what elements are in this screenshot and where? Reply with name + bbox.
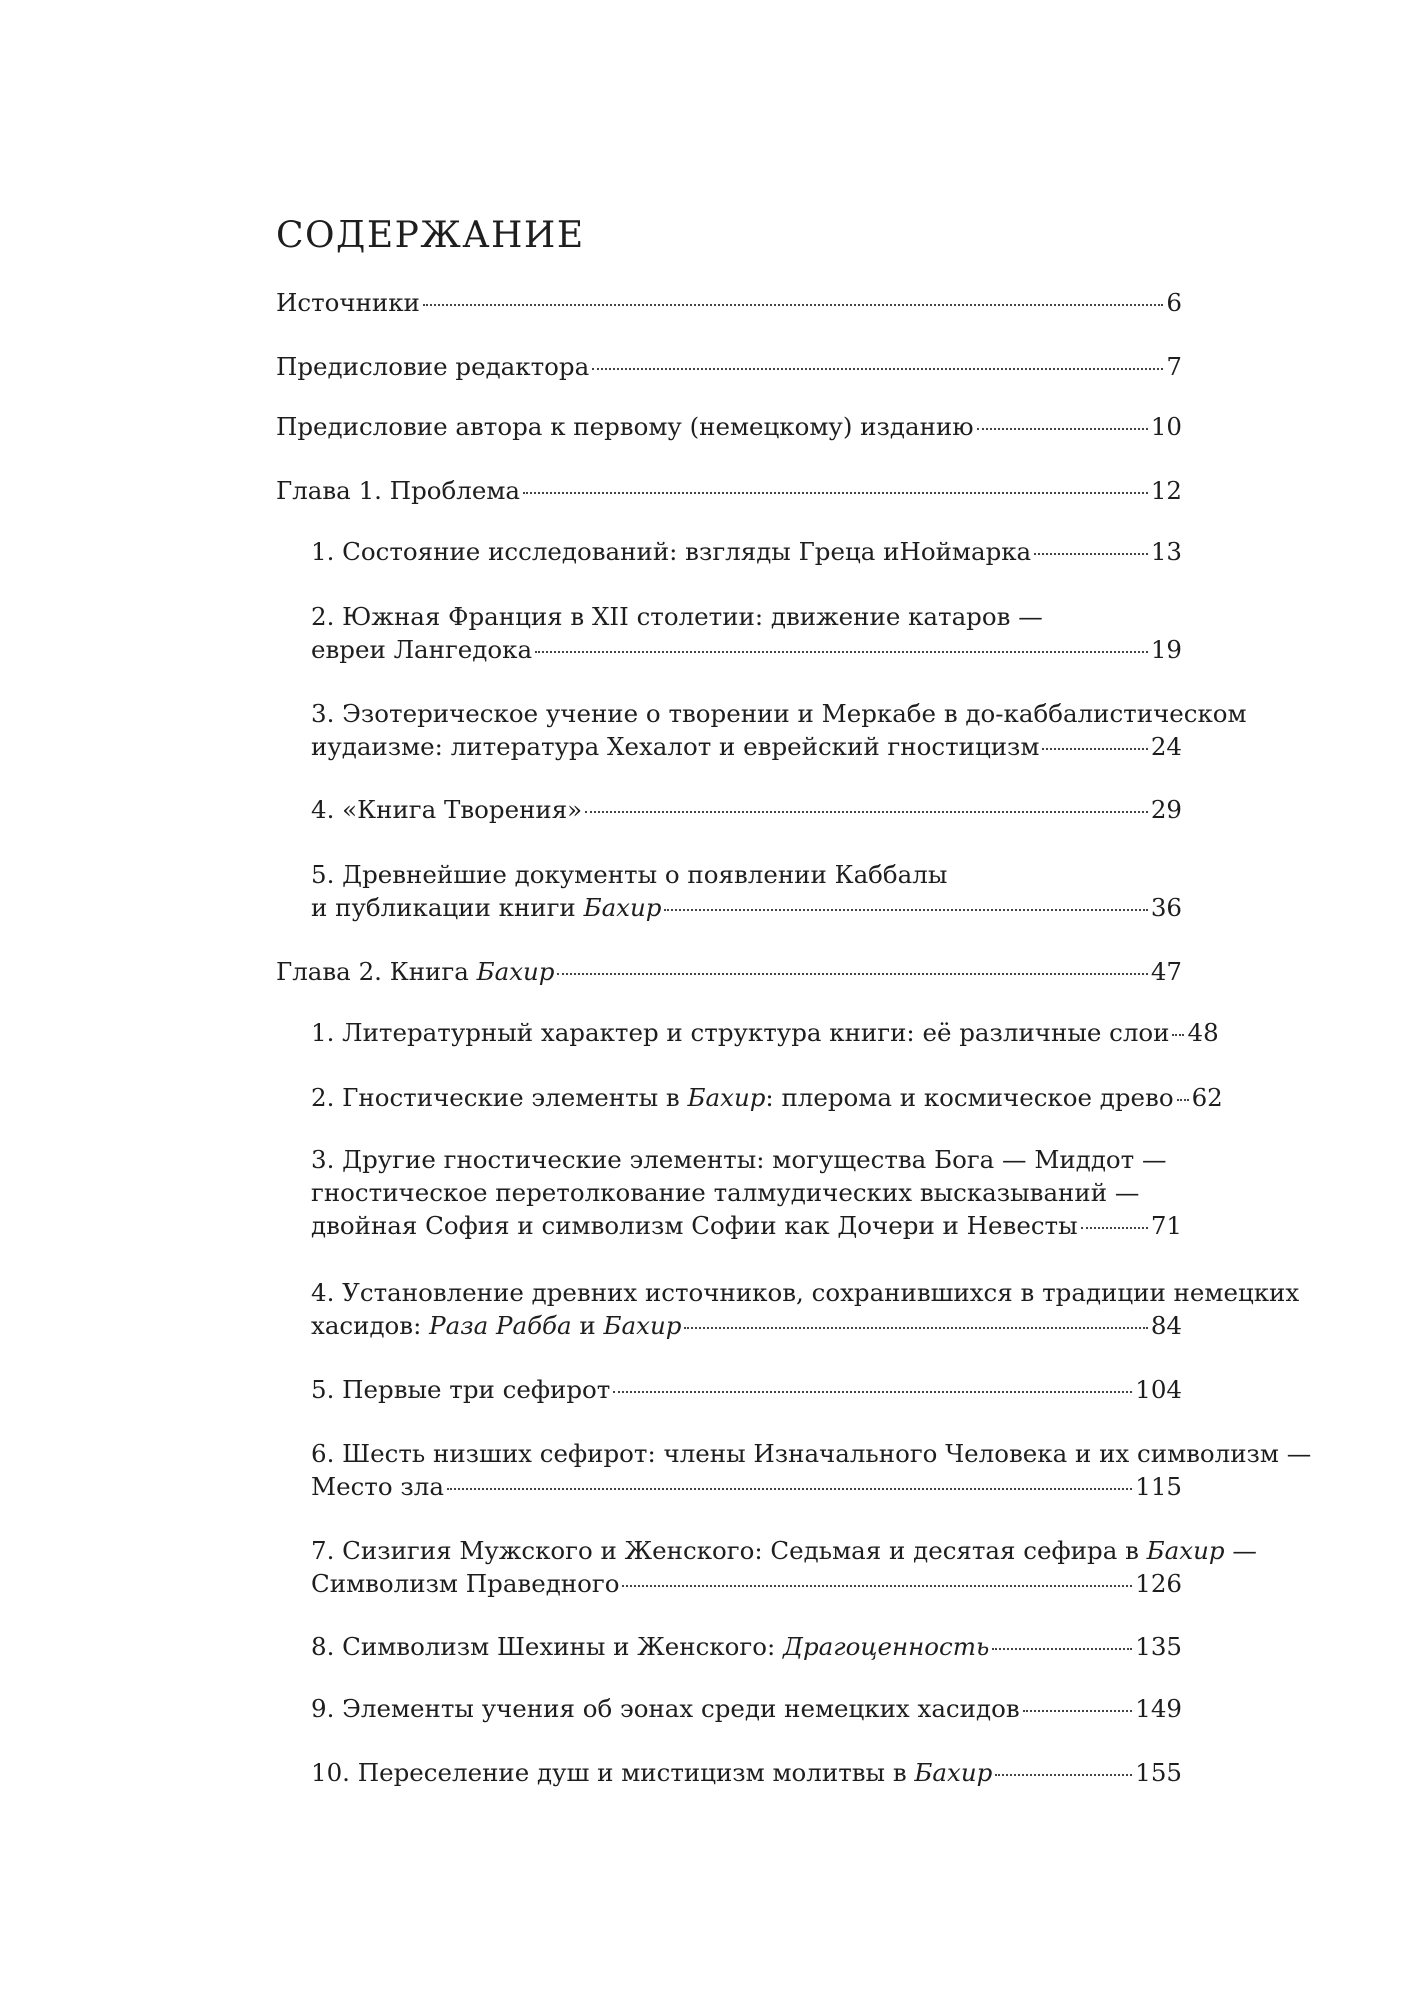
page-number: 155 [1135,1758,1182,1787]
toc-entry-row [311,1309,1182,1342]
dot-leader [523,492,1148,494]
page-number: 48 [1187,1018,1219,1047]
dot-leader [1034,553,1148,555]
toc-entry-title: 1. Состояние исследований: взгляды Греца иНоймарка [311,537,1032,566]
toc-entry[interactable] [276,350,1182,383]
toc-entry-row [276,350,1182,383]
toc-entry-title: 2. Гностические элементы в Бахир: плерома и космическое древо [311,1083,1174,1112]
page-title: СОДЕРЖАНИЕ [276,215,585,256]
toc-entry-title: 9. Элементы учения об эонах среди немецких хасидов [311,1694,1020,1723]
page-number: 7 [1166,352,1182,381]
page-number: 47 [1150,957,1182,986]
toc-entry-title: евреи Лангедока [311,635,533,664]
toc-entry-title: Предисловие редактора [276,352,590,381]
dot-leader [423,304,1164,306]
dot-leader [995,1774,1132,1776]
toc-entry[interactable] [311,1630,1182,1663]
toc-entry[interactable] [276,286,1182,319]
page-number: 29 [1150,795,1182,824]
dot-leader [535,651,1148,653]
toc-entry-line: 6. Шесть низших сефирот: члены Изначального Человека и их символизм — [311,1439,1312,1468]
toc-entry-line: 3. Эзотерическое учение о творении и Меркабе в до-каббалистическом [311,699,1247,728]
page-number: 19 [1150,635,1182,664]
toc-entry-row [311,1470,1182,1503]
toc-entry-row [311,730,1182,763]
toc-entry-row [276,410,1182,443]
toc-entry[interactable] [311,535,1182,568]
page-number: 115 [1135,1472,1182,1501]
toc-entry-row [311,1756,1182,1789]
toc-entry-title: и публикации книги Бахир [311,893,662,922]
dot-leader [1042,748,1147,750]
dot-leader [664,909,1147,911]
toc-entry[interactable] [276,955,1182,988]
toc-entry-row [276,474,1182,507]
toc-entry-title: хасидов: Раза Рабба и Бахир [311,1311,682,1340]
dot-leader [992,1648,1132,1650]
toc-entry-row [311,1692,1182,1725]
toc-entry-row [276,955,1182,988]
toc-entry-line: 4. Установление древних источников, сохранившихся в традиции немецких [311,1278,1300,1307]
dot-leader [557,973,1147,975]
toc-entry[interactable] [311,1016,1219,1049]
page-number: 135 [1135,1632,1182,1661]
dot-leader [684,1327,1147,1329]
toc-entry[interactable] [311,793,1182,826]
toc-entry-row [311,891,1182,924]
toc-entry[interactable] [276,410,1182,443]
toc-entry-title: Предисловие автора к первому (немецкому) изданию [276,412,974,441]
dot-leader [585,811,1148,813]
dot-leader [613,1391,1132,1393]
toc-entry-title: Место зла [311,1472,444,1501]
page-number: 13 [1150,537,1182,566]
dot-leader [1081,1227,1148,1229]
toc-entry-line: 5. Древнейшие документы о появлении Каббалы [311,860,948,889]
toc-entry-row [311,1630,1182,1663]
page-number: 126 [1135,1569,1182,1598]
toc-entry[interactable] [311,1756,1182,1789]
dot-leader [622,1585,1132,1587]
toc-entry-row [311,633,1182,666]
dot-leader [977,428,1148,430]
toc-entry[interactable] [311,1534,1257,1600]
toc-entry[interactable] [311,858,1182,924]
toc-entry-title: 8. Символизм Шехины и Женского: Драгоценность [311,1632,990,1661]
toc-entry[interactable] [311,1692,1182,1725]
toc-entry-title: 1. Литературный характер и структура книги: её различные слои [311,1018,1170,1047]
toc-entry[interactable] [311,1276,1300,1342]
page-number: 104 [1135,1375,1182,1404]
toc-entry[interactable] [311,1081,1223,1114]
dot-leader [1023,1710,1133,1712]
toc-entry[interactable] [311,697,1247,763]
toc-entry-line: 3. Другие гностические элементы: могущества Бога — Миддот — [311,1145,1167,1174]
page-number: 10 [1150,412,1182,441]
toc-entry-row [311,793,1182,826]
page-number: 84 [1150,1311,1182,1340]
page-number: 62 [1191,1083,1223,1112]
toc-entry-title: двойная София и символизм Софии как Дочери и Невесты [311,1211,1078,1240]
toc-entry-title: 10. Переселение душ и мистицизм молитвы в Бахир [311,1758,993,1787]
dot-leader [1177,1099,1189,1101]
toc-entry[interactable] [311,1373,1182,1406]
toc-entry-line: 7. Сизигия Мужского и Женского: Седьмая и десятая сефира в Бахир — [311,1536,1257,1565]
toc-entry-title: Источники [276,288,420,317]
toc-entry-row [311,1209,1182,1242]
toc-entry-title: 5. Первые три сефирот [311,1375,611,1404]
page-number: 36 [1150,893,1182,922]
toc-entry[interactable] [276,474,1182,507]
toc-entry-title: иудаизме: литература Хехалот и еврейский гностицизм [311,732,1040,761]
page-number: 6 [1166,288,1182,317]
toc-entry[interactable] [311,1143,1182,1242]
page-number: 149 [1135,1694,1182,1723]
toc-entry-line: 2. Южная Франция в XII столетии: движение катаров — [311,602,1043,631]
dot-leader [592,368,1163,370]
toc-entry-title: Глава 2. Книга Бахир [276,957,555,986]
toc-entry-title: Символизм Праведного [311,1569,620,1598]
toc-entry[interactable] [311,1437,1312,1503]
dot-leader [1172,1034,1184,1036]
toc-entry-title: Глава 1. Проблема [276,476,521,505]
toc-entry-row [311,1567,1182,1600]
toc-entry[interactable] [311,600,1182,666]
page-number: 71 [1150,1211,1182,1240]
toc-entry-row [311,1081,1223,1114]
page-number: 24 [1150,732,1182,761]
toc-entry-row [311,1373,1182,1406]
toc-entry-row [311,535,1182,568]
toc-entry-title: 4. «Книга Творения» [311,795,583,824]
toc-entry-row [311,1016,1219,1049]
page-number: 12 [1150,476,1182,505]
toc-entry-row [276,286,1182,319]
toc-entry-line: гностическое перетолкование талмудических высказываний — [311,1178,1140,1207]
dot-leader [447,1488,1132,1490]
